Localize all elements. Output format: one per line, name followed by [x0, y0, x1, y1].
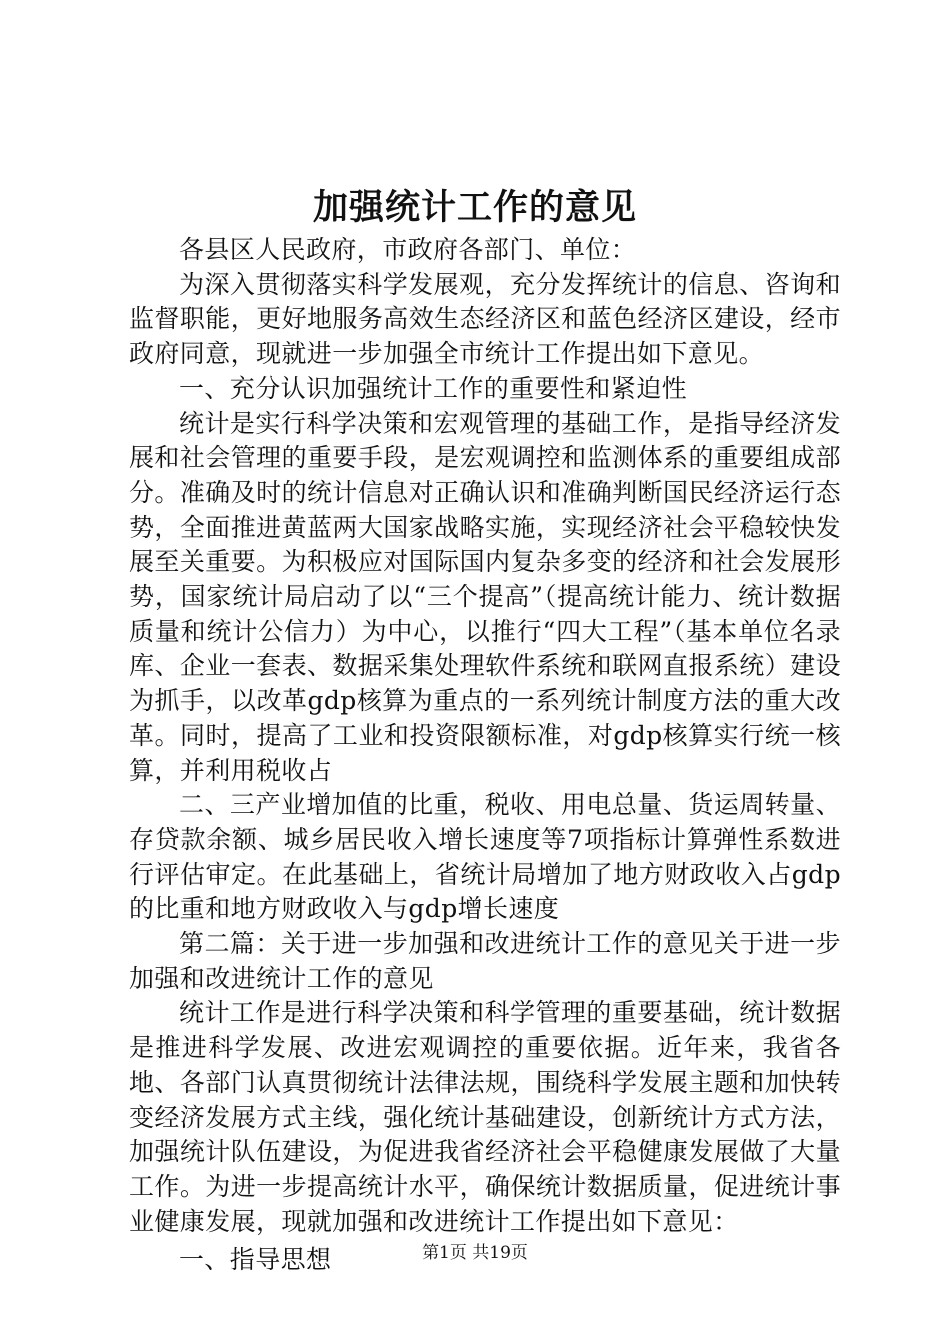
- page-number-footer: 第1页 共19页: [422, 1243, 528, 1263]
- section-heading-guiding-principle: 一、指导思想: [179, 1245, 332, 1275]
- document-body: [129, 233, 841, 1278]
- section-heading-1: 一、充分认识加强统计工作的重要性和紧迫性: [179, 373, 688, 403]
- body-paragraph: 二、三产业增加值的比重，税收、用电总量、货运周转量、存贷款余额、城乡居民收入增长速度等7项指标计算弹性系数进行评估审定。在此基础上，省统计局增加了地方财政收入占gdp的比重和地方财政收入与gdp增长速度: [129, 790, 841, 924]
- intro-paragraph: 为深入贯彻落实科学发展观，充分发挥统计的信息、咨询和监督职能，更好地服务高效生态经济区和蓝色经济区建设，经市政府同意，现就进一步加强全市统计工作提出如下意见。: [129, 269, 841, 369]
- body-paragraph: 统计是实行科学决策和宏观管理的基础工作，是指导经济发展和社会管理的重要手段，是宏观调控和监测体系的重要组成部分。准确及时的统计信息对正确认识和准确判断国民经济运行态势，全面推进黄蓝两大国家战略实施，实现经济社会平稳较快发展至关重要。为积极应对国际国内复杂多变的经济和社会发展形势，国家统计局启动了以“三个提高”（提高统计能力、统计数据质量和统计公信力）为中心，以推行“四大工程”（基本单位名录库、企业一套表、数据采集处理软件系统和联网直报系统）建设为抓手，以改革gdp核算为重点的一系列统计制度方法的重大改革。同时，提高了工业和投资限额标准，对gdp核算实行统一核算，并利用税收占: [129, 408, 841, 785]
- salutation-paragraph: 各县区人民政府，市政府各部门、单位：: [179, 235, 637, 264]
- body-paragraph: 统计工作是进行科学决策和科学管理的重要基础，统计数据是推进科学发展、改进宏观调控的重要依据。近年来，我省各地、各部门认真贯彻统计法律法规，围绕科学发展主题和加快转变经济发展方式主线，强化统计基础建设，创新统计方式方法，加强统计队伍建设，为促进我省经济社会平稳健康发展做了大量工作。为进一步提高统计水平，确保统计数据质量，促进统计事业健康发展，现就加强和改进统计工作提出如下意见：: [129, 998, 841, 1236]
- chapter-heading-2: 第二篇：关于进一步加强和改进统计工作的意见关于进一步加强和改进统计工作的意见: [129, 929, 841, 993]
- document-title: 加强统计工作的意见: [312, 187, 637, 228]
